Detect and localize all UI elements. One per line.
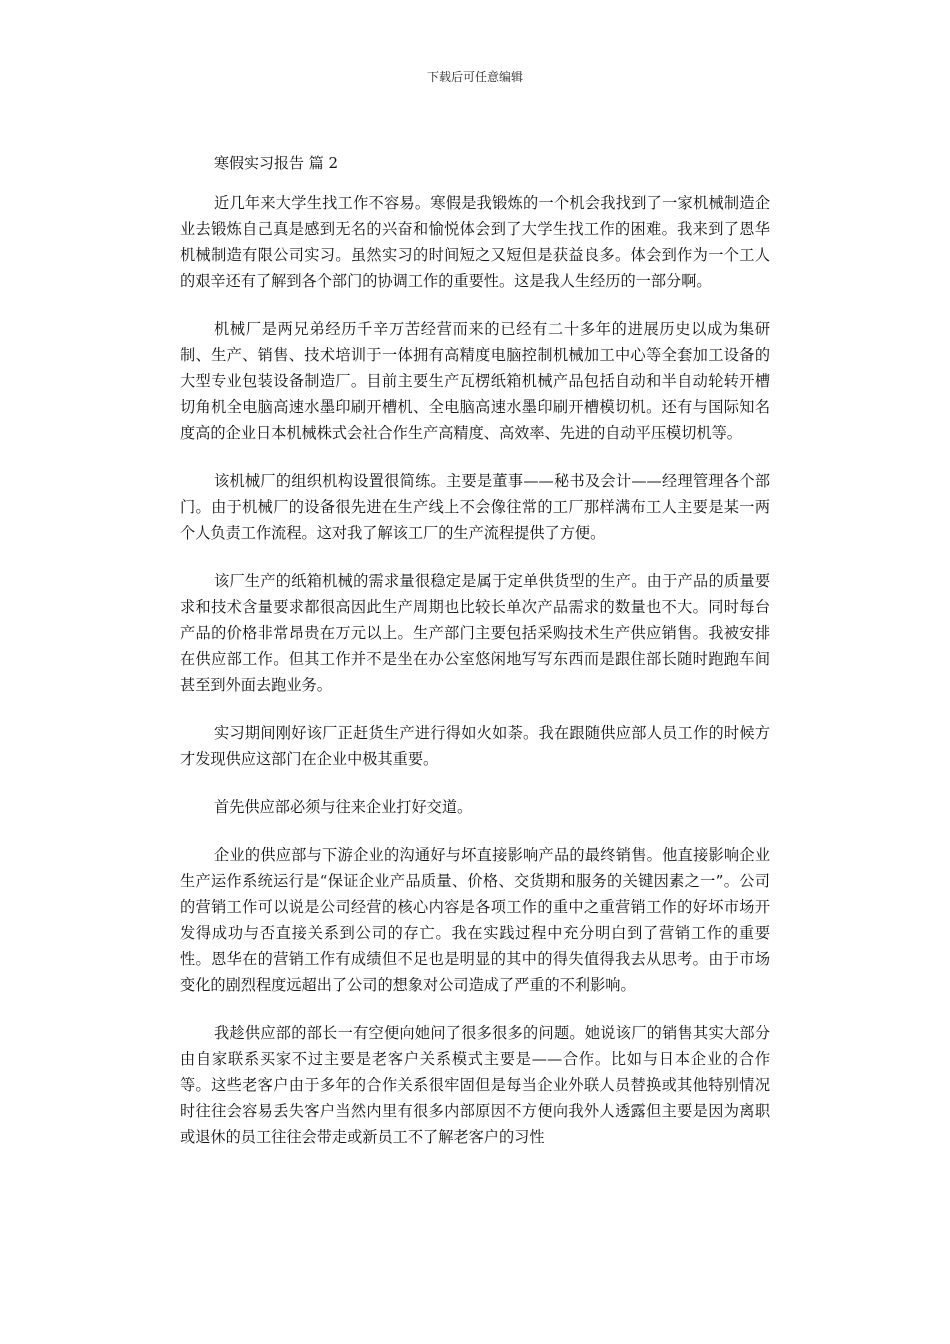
- paragraph: 该机械厂的组织机构设置很简练。主要是董事——秘书及会计——经理管理各个部门。由于机械厂的设备很先进在生产线上不会像往常的工厂那样满布工人主要是某一两个人负责工作流程。这对我了解该工厂的生产流程提供了方便。: [180, 472, 770, 542]
- paragraph: 企业的供应部与下游企业的沟通好与坏直接影响产品的最终销售。他直接影响企业生产运作系统运行是“保证企业产品质量、价格、交货期和服务的关键因素之一”。公司的营销工作可以说是公司经营的核心内容是各项工作的重中之重营销工作的好坏市场开发得成功与否直接关系到公司的存亡。我在实践过程中充分明白到了营销工作的重要性。恩华在的营销工作有成绩但不足也是明显的其中的得失值得我去从思考。由于市场变化的剧烈程度远超出了公司的想象对公司造成了严重的不利影响。: [180, 846, 770, 994]
- paragraph: 近几年来大学生找工作不容易。寒假是我锻炼的一个机会我找到了一家机械制造企业去锻炼自己真是感到无名的兴奋和愉悦体会到了大学生找工作的困难。我来到了恩华机械制造有限公司实习。虽然实习的时间短之又短但是获益良多。体会到作为一个工人的艰辛还有了解到各个部门的协调工作的重要性。这是我人生经历的一部分啊。: [180, 194, 770, 290]
- paragraph: 机械厂是两兄弟经历千辛万苦经营而来的已经有二十多年的进展历史以成为集研制、生产、销售、技术培训于一体拥有高精度电脑控制机械加工中心等全套加工设备的大型专业包装设备制造厂。目前主要生产瓦楞纸箱机械产品包括自动和半自动轮转开槽切角机全电脑高速水墨印刷开槽机、全电脑高速水墨印刷开槽模切机。还有与国际知名度高的企业日本机械株式会社合作生产高精度、高效率、先进的自动平压模切机等。: [180, 320, 770, 442]
- document-body: [180, 150, 770, 1172]
- paragraph: 我趁供应部的部长一有空便向她问了很多很多的问题。她说该厂的销售其实大部分由自家联系买家不过主要是老客户关系模式主要是——合作。比如与日本企业的合作等。这些老客户由于多年的合作关系很牢固但是每当企业外联人员替换或其他特别情况时往往会容易丢失客户当然内里有很多内部原因不方便向我外人透露但主要是因为离职或退休的员工往往会带走或新员工不了解老客户的习性: [180, 1024, 770, 1146]
- paragraph: 实习期间刚好该厂正赶货生产进行得如火如荼。我在跟随供应部人员工作的时候方才发现供应这部门在企业中极其重要。: [180, 724, 770, 768]
- page-header: 下载后可任意编辑: [426, 70, 523, 84]
- document-title: 寒假实习报告 篇 2: [214, 154, 339, 172]
- paragraph: 该厂生产的纸箱机械的需求量很稳定是属于定单供货型的生产。由于产品的质量要求和技术含量要求都很高因此生产周期也比较长单次产品需求的数量也不大。同时每台产品的价格非常昂贵在万元以上。生产部门主要包括采购技术生产供应销售。我被安排在供应部工作。但其工作并不是坐在办公室悠闲地写写东西而是跟住部长随时跑跑车间甚至到外面去跑业务。: [180, 572, 770, 694]
- paragraph: 首先供应部必须与往来企业打好交道。: [214, 798, 473, 816]
